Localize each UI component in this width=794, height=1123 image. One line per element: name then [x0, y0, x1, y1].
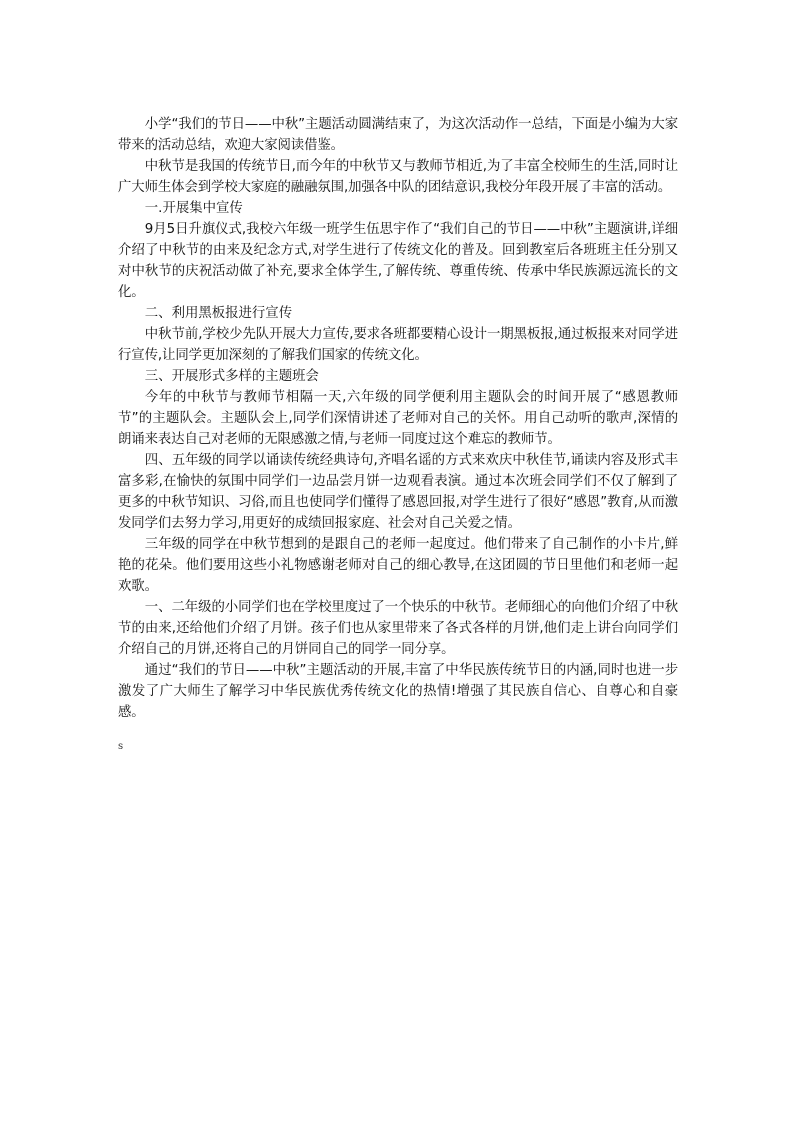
document-body: [118, 114, 678, 723]
grade-6-paragraph: 今年的中秋节与教师节相隔一天,六年级的同学便利用主题队会的时间开展了“感恩教师节”的主题队会。主题队会上,同学们深情讲述了老师对自己的关怀。用自己动听的歌声,深情的朗诵来表达自己对老师的无限感激之情,与老师一同度过这个难忘的教师节。: [118, 390, 678, 447]
section-heading-1: 一.开展集中宣传: [144, 201, 243, 216]
footer-mark: s: [118, 741, 124, 752]
grade-3-paragraph: 三年级的同学在中秋节想到的是跟自己的老师一起度过。他们带来了自己制作的小卡片,鲜艳的花朵。他们要用这些小礼物感谢老师对自己的细心教导,在这团圆的节日里他们和老师一起欢歌。: [118, 537, 678, 594]
section-heading-3: 三、开展形式多样的主题班会: [144, 369, 319, 384]
section-2-paragraph: 中秋节前,学校少先队开展大力宣传,要求各班都要精心设计一期黑板报,通过板报来对同学进行宣传,让同学更加深刻的了解我们国家的传统文化。: [118, 327, 678, 363]
section-heading-2: 二、利用黑板报进行宣传: [144, 306, 293, 321]
intro-paragraph: 小学“我们的节日——中秋”主题活动圆满结束了，为这次活动作一总结，下面是小编为大家带来的活动总结，欢迎大家阅读借鉴。: [118, 117, 678, 153]
grade-1-2-paragraph: 一、二年级的小同学们也在学校里度过了一个快乐的中秋节。老师细心的向他们介绍了中秋节的由来,还给他们介绍了月饼。孩子们也从家里带来了各式各样的月饼,他们走上讲台向同学们介绍自己的月饼,还将自己的月饼同自己的同学一同分享。: [118, 600, 678, 657]
background-paragraph: 中秋节是我国的传统节日,而今年的中秋节又与教师节相近,为了丰富全校师生的生活,同时让广大师生体会到学校大家庭的融融氛围,加强各中队的团结意识,我校分年段开展了丰富的活动。: [118, 159, 678, 195]
grade-4-5-paragraph: 四、五年级的同学以诵读传统经典诗句,齐唱名谣的方式来欢庆中秋佳节,诵读内容及形式丰富多彩,在愉快的氛围中同学们一边品尝月饼一边观看表演。通过本次班会同学们不仅了解到了更多的中秋节知识、习俗,而且也使同学们懂得了感恩回报,对学生进行了很好“感恩”教育,从而激发同学们去努力学习,用更好的成绩回报家庭、社会对自己关爱之情。: [118, 453, 678, 531]
conclusion-paragraph: 通过“我们的节日——中秋”主题活动的开展,丰富了中华民族传统节日的内涵,同时也进一步激发了广大师生了解学习中华民族优秀传统文化的热情!增强了其民族自信心、自尊心和自豪感。: [118, 663, 678, 720]
section-1-paragraph: 9月5日升旗仪式,我校六年级一班学生伍思宇作了“我们自己的节日——中秋”主题演讲,详细介绍了中秋节的由来及纪念方式,对学生进行了传统文化的普及。回到教室后各班班主任分别又对中秋节的庆祝活动做了补充,要求全体学生,了解传统、尊重传统、传承中华民族源远流长的文化。: [118, 222, 678, 300]
